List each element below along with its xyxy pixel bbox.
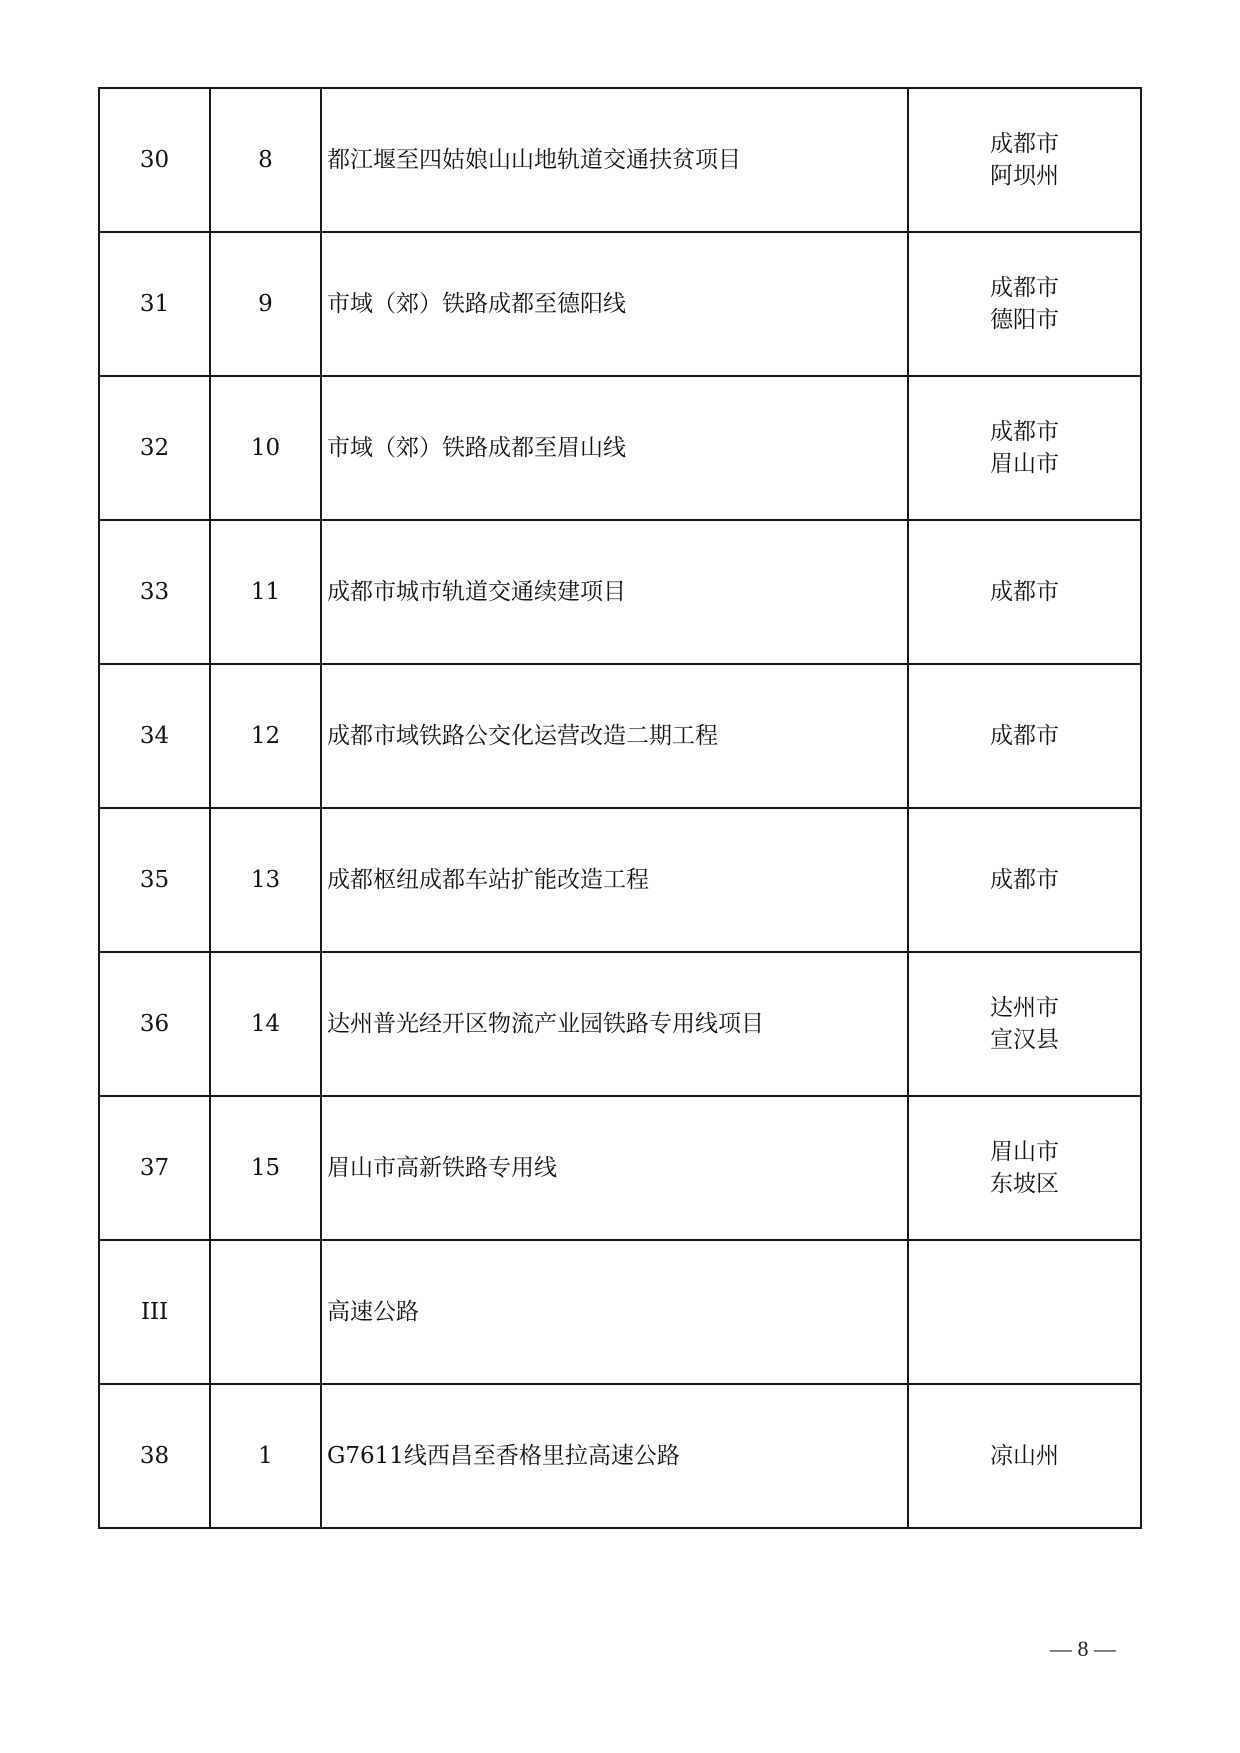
location-cell xyxy=(908,520,1141,664)
row-seq-cell: 30 xyxy=(99,88,210,232)
project-name-cell: G7611线西昌至香格里拉高速公路 xyxy=(321,1384,908,1528)
location-cell xyxy=(908,1240,1141,1384)
row-sub-seq-cell: 12 xyxy=(210,664,321,808)
project-table xyxy=(98,87,1142,1529)
row-seq-cell: 31 xyxy=(99,232,210,376)
row-seq-cell: 33 xyxy=(99,520,210,664)
table-row xyxy=(99,952,1141,1096)
project-name-cell: 成都市域铁路公交化运营改造二期工程 xyxy=(321,664,908,808)
row-seq-cell: 32 xyxy=(99,376,210,520)
row-seq-cell: 34 xyxy=(99,664,210,808)
location-line: 阿坝州 xyxy=(990,163,1059,189)
table-row xyxy=(99,520,1141,664)
row-sub-seq-cell: 9 xyxy=(210,232,321,376)
location-line: 宣汉县 xyxy=(990,1027,1059,1053)
project-name-cell: 成都市城市轨道交通续建项目 xyxy=(321,520,908,664)
row-seq-cell: 38 xyxy=(99,1384,210,1528)
page-number: — 8 — xyxy=(1050,1636,1116,1661)
row-seq-cell: 36 xyxy=(99,952,210,1096)
location-line: 成都市 xyxy=(990,723,1059,749)
row-sub-seq-cell: 1 xyxy=(210,1384,321,1528)
table-row xyxy=(99,376,1141,520)
location-cell xyxy=(908,1096,1141,1240)
location-line: 德阳市 xyxy=(990,307,1059,333)
row-sub-seq-cell: 15 xyxy=(210,1096,321,1240)
row-sub-seq-cell: 10 xyxy=(210,376,321,520)
section-header-row xyxy=(99,1240,1141,1384)
location-line: 凉山州 xyxy=(990,1443,1059,1469)
location-cell xyxy=(908,808,1141,952)
row-sub-seq-cell: 14 xyxy=(210,952,321,1096)
row-sub-seq-cell: 13 xyxy=(210,808,321,952)
project-name-cell: 市域（郊）铁路成都至眉山线 xyxy=(321,376,908,520)
row-sub-seq-cell xyxy=(210,1240,321,1384)
table-row xyxy=(99,88,1141,232)
row-sub-seq-cell: 8 xyxy=(210,88,321,232)
location-line: 达州市 xyxy=(990,995,1059,1021)
location-cell xyxy=(908,952,1141,1096)
location-cell xyxy=(908,376,1141,520)
location-line: 成都市 xyxy=(990,275,1059,301)
location-line: 成都市 xyxy=(990,131,1059,157)
project-name-cell: 市域（郊）铁路成都至德阳线 xyxy=(321,232,908,376)
project-name-cell: 达州普光经开区物流产业园铁路专用线项目 xyxy=(321,952,908,1096)
location-line: 成都市 xyxy=(990,867,1059,893)
row-seq-cell: 37 xyxy=(99,1096,210,1240)
section-title-cell: 高速公路 xyxy=(321,1240,908,1384)
location-cell xyxy=(908,232,1141,376)
table-row xyxy=(99,1384,1141,1528)
location-line: 眉山市 xyxy=(990,1139,1059,1165)
location-line: 成都市 xyxy=(990,579,1059,605)
location-line: 成都市 xyxy=(990,419,1059,445)
location-line: 眉山市 xyxy=(990,451,1059,477)
project-name-cell: 都江堰至四姑娘山山地轨道交通扶贫项目 xyxy=(321,88,908,232)
row-sub-seq-cell: 11 xyxy=(210,520,321,664)
location-line: 东坡区 xyxy=(990,1171,1059,1197)
table-row xyxy=(99,232,1141,376)
table-row xyxy=(99,808,1141,952)
row-seq-cell: 35 xyxy=(99,808,210,952)
project-name-cell: 眉山市高新铁路专用线 xyxy=(321,1096,908,1240)
table-row xyxy=(99,1096,1141,1240)
location-cell xyxy=(908,664,1141,808)
table-row xyxy=(99,664,1141,808)
section-numeral-cell: III xyxy=(99,1240,210,1384)
location-cell xyxy=(908,88,1141,232)
location-cell xyxy=(908,1384,1141,1528)
project-name-cell: 成都枢纽成都车站扩能改造工程 xyxy=(321,808,908,952)
